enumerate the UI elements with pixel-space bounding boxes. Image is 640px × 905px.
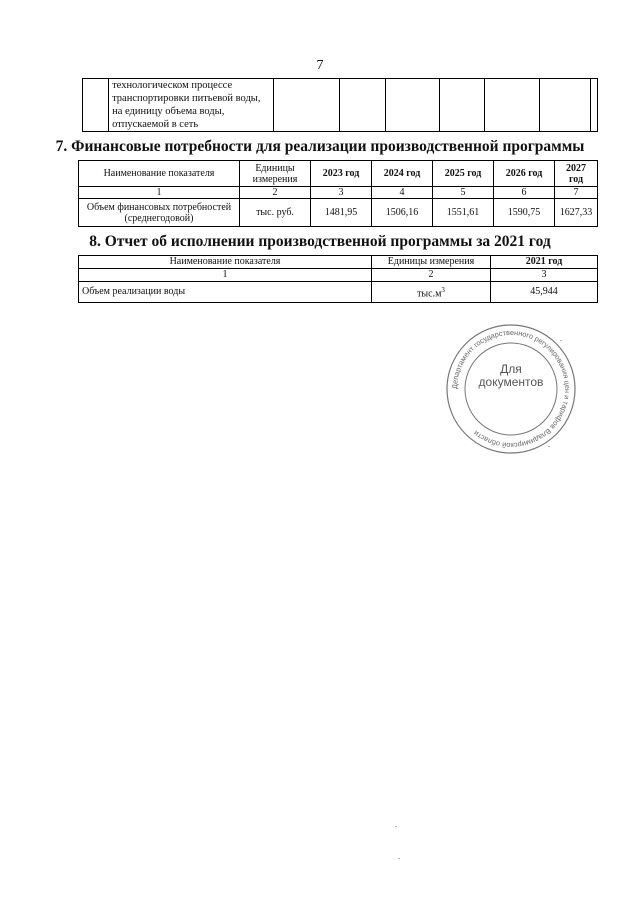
column-index: 3 <box>311 187 372 199</box>
year-value: 1627,33 <box>555 199 598 227</box>
header-year: 2023 год <box>311 161 372 187</box>
stamp-ring-text: Департамент государственного регулирования цен и тарифов Владимирской области <box>449 327 573 451</box>
stamp-inner-ring <box>465 343 557 435</box>
scan-speck <box>395 826 397 827</box>
header-indicator-name: Наименование показателя <box>79 256 372 269</box>
column-index: 1 <box>79 269 372 282</box>
column-index: 5 <box>433 187 494 199</box>
description-line: отпускаемой в сеть <box>112 119 199 130</box>
table-row <box>79 282 598 303</box>
empty-cell <box>440 79 485 132</box>
empty-cell <box>340 79 385 132</box>
year-value: 1590,75 <box>494 199 555 227</box>
header-year: 2027 год <box>555 161 598 187</box>
column-index-row <box>79 187 598 199</box>
header-year: 2024 год <box>372 161 433 187</box>
column-index: 1 <box>79 187 240 199</box>
empty-cell <box>274 79 340 132</box>
header-year: 2021 год <box>491 256 598 269</box>
empty-cell <box>591 79 598 132</box>
header-year: 2026 год <box>494 161 555 187</box>
column-index: 6 <box>494 187 555 199</box>
unit-text: тыс.м <box>417 288 442 300</box>
report-value: 45,944 <box>491 282 598 303</box>
column-index: 2 <box>372 269 491 282</box>
unit-value <box>372 282 491 303</box>
stamp-outer-ring <box>447 325 575 453</box>
scan-speck <box>548 446 550 447</box>
column-index: 4 <box>372 187 433 199</box>
scan-speck <box>560 340 562 341</box>
column-index: 3 <box>491 269 598 282</box>
indicator-description-cell <box>109 79 274 132</box>
header-year: 2025 год <box>433 161 494 187</box>
empty-cell <box>385 79 440 132</box>
page-number: 7 <box>316 58 324 73</box>
program-report-table <box>78 255 598 303</box>
header-unit: Единицы измерения <box>372 256 491 269</box>
table-row <box>79 199 598 227</box>
column-index-row <box>79 269 598 282</box>
description-line: транспортировки питьевой воды, <box>112 93 261 104</box>
year-value: 1551,61 <box>433 199 494 227</box>
unit-value: тыс. руб. <box>240 199 311 227</box>
scan-speck <box>398 858 400 859</box>
financial-needs-table <box>78 160 598 227</box>
year-value: 1481,95 <box>311 199 372 227</box>
year-value: 1506,16 <box>372 199 433 227</box>
continuation-table <box>82 78 598 132</box>
section-7-title: 7. Финансовые потребности для реализации производственной программы <box>55 138 585 155</box>
stamp-center-text <box>469 363 553 389</box>
header-indicator-name: Наименование показателя <box>79 161 240 187</box>
table-header-row <box>79 161 598 187</box>
empty-cell <box>83 79 109 132</box>
table-header-row <box>79 256 598 269</box>
indicator-name: Объем финансовых потребностей (среднегодовой) <box>79 199 240 227</box>
section-8-title: 8. Отчет об исполнении производственной программы за 2021 год <box>89 233 551 250</box>
column-index: 2 <box>240 187 311 199</box>
description-line: технологическом процессе <box>112 80 233 91</box>
stamp-label-line: Для <box>500 362 522 376</box>
empty-cell <box>485 79 540 132</box>
unit-superscript: 3 <box>441 285 445 294</box>
stamp-label-line: документов <box>478 375 544 389</box>
column-index: 7 <box>555 187 598 199</box>
description-line: на единицу объема воды, <box>112 106 225 117</box>
official-stamp <box>445 323 577 455</box>
indicator-name: Объем реализации воды <box>79 282 372 303</box>
empty-cell <box>540 79 591 132</box>
header-unit: Единицы измерения <box>240 161 311 187</box>
